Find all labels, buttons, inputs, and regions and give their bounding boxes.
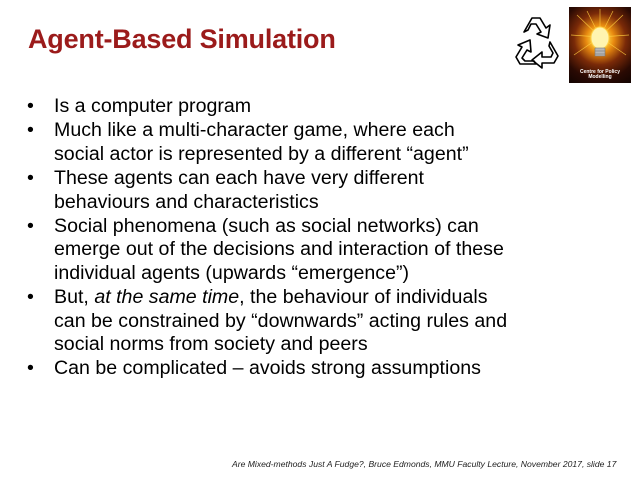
- bullet-text: But,: [54, 286, 95, 309]
- logo-text: Centre for Policy Modelling: [579, 69, 620, 80]
- bullet-line: [54, 286, 626, 309]
- bullet-marker: •: [27, 167, 34, 190]
- bullet-line: These agents can each have very different: [54, 167, 424, 190]
- bullet-line: Social phenomena (such as social networks) can: [54, 215, 479, 238]
- slide-title: Agent-Based Simulation: [28, 24, 336, 54]
- bullet-marker: •: [27, 215, 34, 238]
- slide-footer: Are Mixed-methods Just A Fudge?, Bruce Edmonds, MMU Faculty Lecture, November 2017, slide 17: [232, 459, 617, 469]
- bullet-line: individual agents (upwards “emergence”): [54, 261, 410, 284]
- bullet-line: social norms from society and peers: [54, 333, 368, 356]
- bullet-emphasis: at the same time: [94, 286, 240, 309]
- bullet-item: [26, 215, 626, 285]
- bullet-text: , the behaviour of individuals: [239, 286, 488, 309]
- bullet-marker: •: [27, 95, 34, 117]
- bullet-line: Much like a multi-character game, where each: [54, 119, 455, 142]
- bullet-marker: •: [27, 286, 34, 309]
- bullet-line: emerge out of the decisions and interaction of these: [54, 238, 504, 261]
- bullet-line: social actor is represented by a different “agent”: [54, 142, 469, 165]
- lightbulb-logo: [569, 7, 631, 83]
- bullet-marker: •: [27, 119, 34, 142]
- bullet-marker: •: [27, 357, 34, 380]
- bullet-line: can be constrained by “downwards” acting rules and: [54, 309, 508, 332]
- bullet-item: [26, 286, 626, 356]
- bullet-item: [26, 95, 626, 118]
- bullet-list: [26, 95, 626, 382]
- bullet-line: Can be complicated – avoids strong assumptions: [54, 357, 481, 380]
- bullet-item: [26, 119, 626, 166]
- recycle-icon: [506, 12, 564, 74]
- bullet-line: Is a computer program: [54, 95, 252, 117]
- bullet-item: [26, 167, 626, 214]
- bullet-line: behaviours and characteristics: [54, 190, 319, 213]
- bullet-item: [26, 357, 626, 380]
